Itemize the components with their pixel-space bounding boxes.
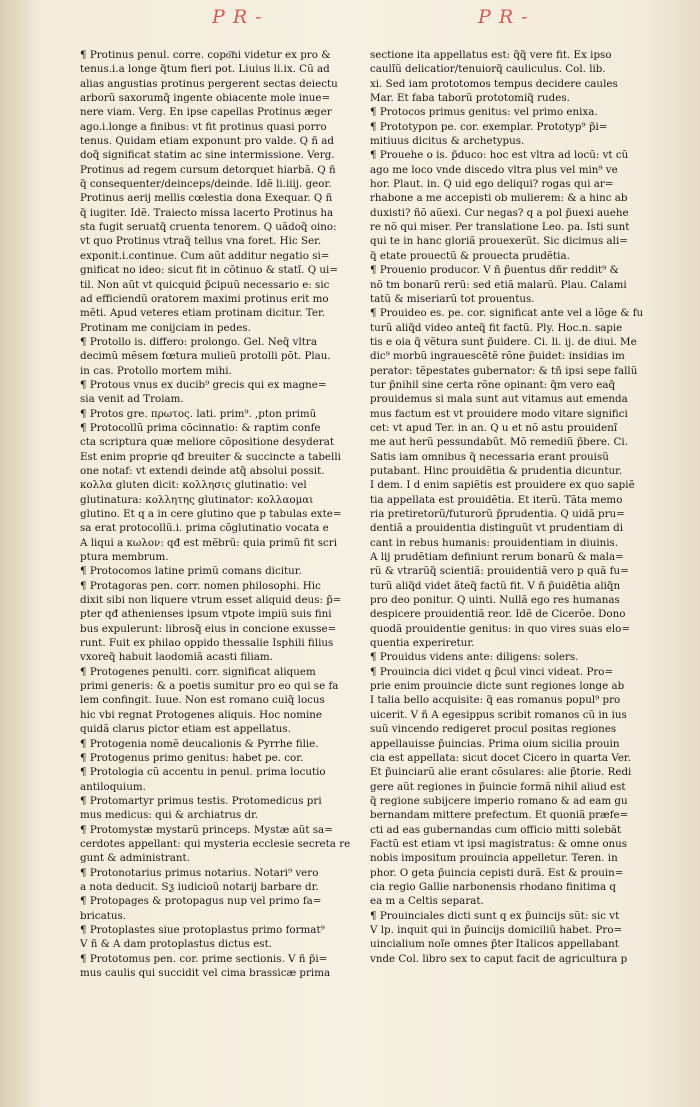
right-column-line: tia appellata est prouidẽtia. Et iterũ. Tãta memo [370, 493, 623, 506]
right-column-line: pro deo ponitur. Q uinti. Nullã ego res humanas [370, 594, 620, 607]
left-column-line: vt quo Protinus vtraq̃ tellus vna foret. Hic Ser. [80, 235, 322, 248]
right-column-line: rũ & vtrarũq̃ scientiã: prouidentiã vero p quã fu= [370, 565, 629, 578]
left-column-line: mẽti. Apud veteres etiam protinam dicitur. Ter. [80, 307, 326, 320]
right-column-line: me aut herũ pessundabũt. Mõ remediũ p̃bere. Ci. [370, 436, 628, 449]
left-column-line: q̃ iugiter. Idẽ. Traiecto missa lacerto Protinus ha [80, 206, 334, 219]
right-column-line: turũ aliq̃d video anteq̃ fit factũ. Ply. Hoc.n. sapie [370, 321, 623, 334]
right-column-line: putabant. Hinc prouidẽtia & prudentia dicuntur. [370, 464, 623, 477]
right-column-line: Satis iam omnibus q̃ necessaria erant prouisũ [370, 450, 609, 463]
right-column-line: bernandam mittere prefectum. Et quoniã præfe= [370, 809, 629, 822]
left-column-line: decimũ mẽsem fœtura mulieũ protolli põt. Plau. [80, 350, 331, 363]
right-column-line: cti ad eas gubernandas cum officio mitti solebãt [370, 823, 622, 836]
right-column-line: ¶ Prototypon pe. cor. exemplar. Prototyp⁹ p̃i= [370, 120, 608, 133]
left-column-line: ago.i.longe a finibus: vt fit protinus quasi porro [80, 120, 327, 133]
left-column-line: Protinus ad regem cursum detorquet hiarbã. Q ñ [80, 163, 336, 176]
left-column-line: sa erat protocollũ.i. prima cõglutinatio vocata e [80, 522, 329, 535]
left-column-line: ¶ Protologia cũ accentu in penul. prima locutio [80, 766, 326, 779]
left-column-line: glutinatura: κολλητης glutinator: κολλαομαι [80, 493, 314, 506]
left-column-line: dixit sibi non liquere vtrum esset aliquid deus: p̃= [80, 594, 342, 607]
left-column-line: ad efficiendũ oratorem maximi protinus erit mo [80, 292, 329, 305]
left-column-line: gunt & administrant. [80, 852, 190, 865]
left-column-line: vxoreq̃ habuit laodomiã acasti filiam. [80, 651, 273, 664]
left-column-line: a nota deducit. Sƺ iudicioũ notarij barbare dr. [80, 880, 319, 893]
left-column-line: exponit.i.continue. Cum aũt additur negatio si= [80, 249, 330, 262]
left-column-line: Protinam me conijciam in pedes. [80, 321, 251, 334]
right-column-line: cia est appellata: sicut docet Cicero in quarta Ver. [370, 751, 631, 764]
right-column-line: mus factum est vt prouidere modo vitare significi [370, 407, 628, 420]
left-column-line: in cas. Protollo mortem mihi. [80, 364, 232, 377]
right-column-line: V lp. inquit qui in p̃uincijs domiciliũ habet. Pro= [370, 923, 623, 936]
right-column-line: mitiuus dicitus & archetypus. [370, 135, 525, 148]
left-column-line: quidã clarus pictor etiam est appellatus. [80, 723, 291, 736]
left-column-line: tenus.i.a longe q̃tum fieri pot. Liuius li.ix. Cũ ad [80, 63, 330, 76]
left-column-line: glutino. Et q a in cere glutino que p tabulas exte= [80, 508, 342, 520]
right-text-column [370, 48, 660, 966]
right-column-line: quodã prouidentie genitus: in quo vires suas elo= [370, 622, 630, 635]
left-column-line: ¶ Protopages & protopagus nup vel primo fa= [80, 895, 322, 908]
right-column-line: sectione ita appellatus est: q̃q̃ vere fit. Ex ipso [370, 49, 612, 61]
left-column-line: V ñ & A dam protoplastus dictus est. [80, 938, 272, 951]
right-column-line: nõ tm bonarũ rerũ: sed etiã malarũ. Plau. Calami [370, 278, 627, 291]
right-column-line: nobis impositum prouincia appelletur. Teren. in [370, 852, 618, 865]
right-column-line: ¶ Prouideo es. pe. cor. significat ante vel a lõge & fu [370, 307, 644, 320]
right-column-line: turũ aliq̃d videt ãteq̃ factũ fit. V ñ p̃uidẽtia aliq̃n [370, 579, 621, 592]
right-column-line: cet: vt apud Ter. in an. Q u et nõ astu prouidenĩ [370, 421, 618, 434]
right-column-line: phor. O geta p̃uincia cepisti durã. Est & prouin= [370, 866, 624, 879]
right-column-line: suũ vincendo redigeret procul positas regiones [370, 723, 617, 736]
right-column-line: tis e oia q̃ vẽtura sunt p̃uidere. Ci. li. ij. de diui. Me [370, 335, 637, 348]
right-column-line: re nõ qui miser. Per translatione Leo. pa. Isti sunt [370, 221, 630, 234]
left-column-line: Protinus aerij mellis cœlestia dona Exequar. Q ñ [80, 192, 333, 205]
right-column-line: ea m a Celtis separat. [370, 895, 484, 908]
right-column-line: uincialium noĩe omnes p̃ter Italicos appellabant [370, 938, 619, 951]
right-column-line: uicerit. V ñ A egesippus scribit romanos cũ in ius [370, 708, 627, 721]
right-column-line: ¶ Prouehe o is. p̃duco: hoc est vltra ad locũ: vt cũ [370, 149, 629, 162]
right-column-line: Et p̃uinciarũ alie erant cõsulares: alie p̃torie. Redi [370, 766, 632, 779]
left-column-line: ¶ Protogenes penulti. corr. significat aliquem [80, 665, 316, 678]
right-column-line: dentiã a prouidentia distinguũt vt prudentiam di [370, 522, 624, 535]
right-column-line: hor. Plaut. in. Q uid ego deliqui? rogas qui ar= [370, 178, 614, 191]
running-head-left: P R - [212, 6, 263, 28]
right-column-line: gere aũt regiones in p̃uincie formã nihil aliud est [370, 780, 626, 793]
left-column-line: primi generis: & a poetis sumitur pro eo qui se fa [80, 680, 339, 693]
left-column-line: arborũ saxorumq̃ ingente obiacente mole inue= [80, 92, 331, 105]
left-column-line: ¶ Protagoras pen. corr. nomen philosophi. Hic [80, 579, 321, 592]
right-column-line: ¶ Prouinciales dicti sunt q ex p̃uincijs sũt: sic vt [370, 909, 620, 922]
left-column-line: ¶ Protocollũ prima cõcinnatio: & raptim confe [80, 421, 321, 434]
left-column-line: ¶ Protogenia nomẽ deucalionis & Pyrrhe filie. [80, 737, 319, 750]
left-column-line: pter qđ athenienses ipsum vtpote impiũ suis fini [80, 608, 332, 621]
right-column-line: prouidemus si mala sunt aut vitamus aut emenda [370, 393, 628, 406]
left-column-line: sta fugit seruatq̃ cruenta tenorem. Q uãdoq̃ oino: [80, 221, 337, 234]
left-column-line: Est enim proprie qđ breuiter & succincte a tabelli [80, 450, 341, 463]
right-column-line: duxisti? ñõ aũexi. Cur negas? q a pol p̃uexi auehe [370, 206, 629, 219]
left-column-line: antiloquium. [80, 780, 146, 793]
left-column-line: nere viam. Verg. En ipse capellas Protinus æger [80, 106, 332, 119]
left-column-line: ¶ Protous vnus ex ducib⁹ grecis qui ex magne= [80, 378, 327, 391]
right-column-line: appellauisse p̃uincias. Prima oium sicilia prouin [370, 737, 620, 750]
left-column-line: cta scriptura quæ meliore cõpositione desyderat [80, 436, 335, 449]
left-column-line: sia venit ad Troiam. [80, 393, 184, 406]
left-column-line: ¶ Protollo is. differo: prolongo. Gel. Neq̃ vltra [80, 335, 317, 348]
right-column-line: rhabone a me accepisti ob mulierem: & a hinc ab [370, 192, 628, 205]
right-column-line: Mar. Et faba taborũ prototomiq̃ rudes. [370, 92, 570, 105]
left-column-line: κολλα gluten dicit: κολλησις glutinatio: vel [80, 479, 307, 492]
right-column-line: ¶ Prouidus videns ante: diligens: solers. [370, 651, 579, 664]
left-column-line: bricatus. [80, 909, 127, 922]
right-column-line: qui te in hanc gloriã prouexerũt. Sic dicimus ali= [370, 235, 628, 248]
left-column-line: til. Non aũt vt quicquid p̃cipuũ necessario e: sic [80, 278, 330, 291]
left-column-line: ¶ Protomartyr primus testis. Protomedicus pri [80, 794, 322, 807]
left-column-line: ¶ Protogenus primo genitus: habet pe. cor. [80, 751, 304, 764]
right-column-line: prie enim prouincie dicte sunt regiones longe ab [370, 680, 625, 693]
left-column-line: tenus. Quidam etiam exponunt pro valde. Q ñ ad [80, 135, 334, 148]
right-column-line: ago me loco vnde discedo vltra plus vel min⁹ ve [370, 163, 618, 176]
left-column-line: mus caulis qui succidit vel cima brassicæ prima [80, 967, 331, 979]
left-column-line: ¶ Protinus penul. corre. copo͞ni videtur ex pro & [80, 49, 331, 61]
running-head-right: P R - [478, 6, 529, 28]
left-column-line: ¶ Protos gre. πρωτος. lati. prim⁹. ,pton primũ [80, 407, 317, 420]
left-column-line: lem confingit. Iuue. Non est romano cuiq̃ locus [80, 694, 325, 707]
right-column-line: cia regio Gallie narbonensis rhodano finitima q [370, 880, 617, 893]
right-column-line: cant in rebus humanis: prouidentiam in diuinis. [370, 536, 619, 549]
left-column-line: cerdotes appellant: qui mysteria ecclesie secreta re [80, 837, 351, 850]
right-column-line: perator: tẽpestates gubernator: & tñ ipsi sepe fallũ [370, 364, 638, 377]
right-column-line: tatũ & miseriarũ tot prouentus. [370, 292, 535, 305]
left-column-line: bus expulerunt: librosq̃ eius in concione exusse= [80, 622, 337, 635]
right-column-line: tur p̃nihil sine certa rõne opinant: q̃m vero eaq̃ [370, 378, 616, 391]
left-column-line: runt. Fuit ex philao oppido thessalie Isphili filius [80, 637, 334, 650]
right-column-line: A lij prudẽtiam definiunt rerum bonarũ & mala= [370, 551, 624, 564]
left-column-line: q̃ consequenter/deinceps/deinde. Idẽ li.iiij. geor. [80, 178, 332, 191]
left-column-line: mus medicus: qui & archiatrus dr. [80, 809, 259, 822]
left-column-line: hic vbi regnat Protogenes aliquis. Hoc nomine [80, 708, 322, 721]
right-column-line: q̃ regione subijcere imperio romano & ad eam gu [370, 794, 628, 807]
right-column-line: vnde Col. libro sex to caput facit de agricultura p [370, 952, 628, 965]
right-column-line: I talia bello acquisite: q̃ eas romanus popul⁹ pro [370, 694, 621, 707]
right-column-line: ¶ Protocos primus genitus: vel primo enixa. [370, 106, 598, 119]
right-column-line: Factũ est etiam vt ipsi magistratus: & omne onus [370, 837, 628, 850]
right-column-line: xi. Sed iam prototomos tempus decidere caules [370, 77, 618, 90]
page-edge-shading [0, 0, 40, 1107]
right-column-line: I dem. I d enim sapiẽtis est prouidere ex quo sapiẽ [370, 479, 635, 492]
left-column-line: ¶ Prototomus pen. cor. prime sectionis. V ñ p̃i= [80, 952, 328, 965]
right-column-line: despicere prouidentiã reor. Idẽ de Cicerõe. Dono [370, 608, 626, 621]
right-column-line: ria pretiretorũ/futurorũ p̃prudentia. Q uidã pru= [370, 508, 625, 520]
left-column-line: A liqui a κωλον: qđ est mẽbrũ: quia primũ fit scri [80, 536, 337, 549]
left-column-line: gnificat no ideo: sicut fit in cõtinuo & statĩ. Q ui= [80, 264, 338, 277]
left-column-line: one notaf: vt extendi deinde atq̃ absolui possit. [80, 464, 325, 477]
right-column-line: quentia experiretur. [370, 637, 475, 650]
right-column-line: q̃ etate prouectũ & prouecta prudẽtia. [370, 249, 570, 262]
right-column-line: ¶ Prouincia dici videt q p̃cul vinci videat. Pro= [370, 665, 614, 678]
left-column-line: ¶ Protoplastes siue protoplastus primo format⁹ [80, 923, 325, 936]
left-column-line: ¶ Protomystæ mystarũ princeps. Mystæ aũt sa= [80, 823, 333, 836]
left-column-line: ¶ Protocomos latine primũ comans dicitur. [80, 565, 302, 578]
right-column-line: caulĩũ delicatior/tenuiorq̃ cauliculus. Col. lib. [370, 63, 606, 76]
left-column-line: ptura membrum. [80, 551, 169, 564]
left-column-line: alias angustias protinus pergerent sectas deiectu [80, 77, 338, 90]
right-column-line: dic⁹ morbũ ingrauescẽtẽ rõne p̃uidet: insidias im [370, 350, 625, 363]
left-text-column [80, 48, 364, 980]
right-column-line: ¶ Prouenio producor. V ñ p̃uentus dñr reddit⁹ & [370, 264, 619, 277]
left-column-line: ¶ Protonotarius primus notarius. Notari⁹ vero [80, 866, 319, 879]
left-column-line: doq̃ significat statim ac sine intermissione. Verg. [80, 149, 335, 162]
